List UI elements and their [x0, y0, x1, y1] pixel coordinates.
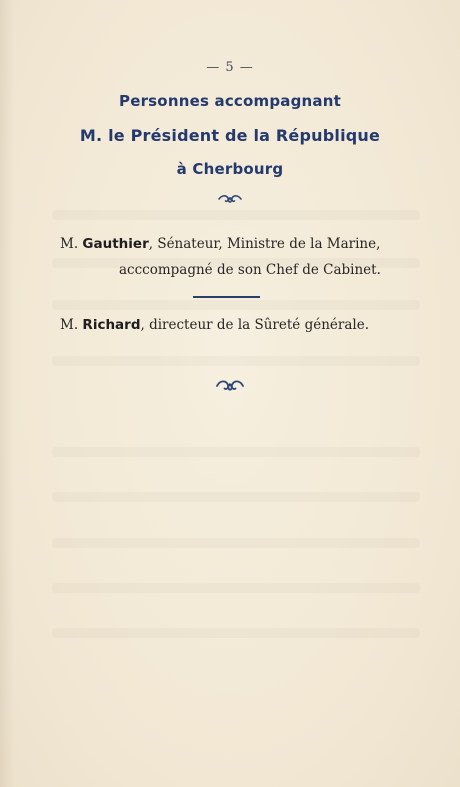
bleed-through-line	[52, 492, 420, 502]
bleed-through-line	[52, 583, 420, 593]
entry-gauthier	[60, 236, 380, 252]
heading-line-1: Personnes accompagnant	[119, 92, 341, 110]
bleed-through-line	[52, 538, 420, 548]
heading-line-2: M. le Président de la République	[79, 126, 381, 145]
entry-name: Gauthier	[82, 236, 149, 252]
entry-name: Richard	[82, 317, 141, 333]
entry-prefix: M.	[60, 317, 79, 333]
bleed-through-line	[52, 300, 420, 310]
entry-prefix: M.	[60, 236, 79, 252]
bleed-through-line	[52, 447, 420, 457]
fleuron-ornament-icon	[0, 191, 460, 210]
entry-richard	[60, 317, 369, 333]
bleed-through-line	[52, 356, 420, 366]
heading-line-3: à Cherbourg	[176, 160, 284, 178]
bleed-through-line	[52, 628, 420, 638]
section-divider	[193, 296, 260, 298]
page-number: — 5 —	[206, 60, 254, 75]
entry-text: , Sénateur, Ministre de la Marine,	[148, 236, 381, 252]
fleuron-ornament-icon	[0, 377, 460, 399]
entry-continuation: acccompagné de son Chef de Cabinet.	[119, 262, 381, 278]
entry-text: , directeur de la Sûreté générale.	[140, 317, 369, 333]
bleed-through-line	[52, 210, 420, 220]
